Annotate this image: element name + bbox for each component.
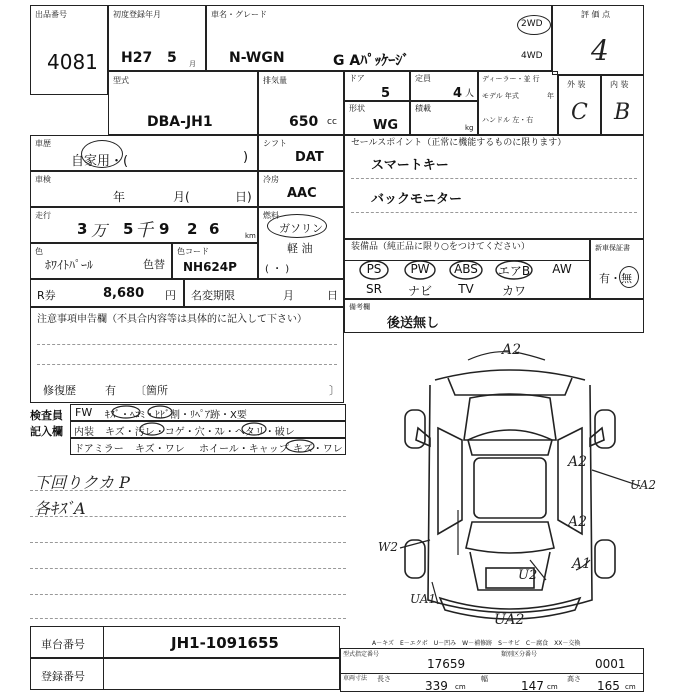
mileage-label: 走行: [35, 211, 51, 220]
damage-mark: U2: [518, 568, 538, 583]
drive-4wd: 4WD: [521, 51, 543, 61]
type-designation-label: 型式指定番号: [343, 651, 380, 658]
diagram-annotation-lines: [400, 352, 640, 604]
damage-mark: A2: [568, 514, 588, 530]
damage-mark: A2: [502, 342, 522, 358]
lot-number: 4081: [47, 50, 98, 74]
handwritten-note: 下回りクカ P: [34, 473, 130, 492]
damage-mark: UA1: [410, 592, 437, 606]
grade: G Aﾊﾟｯｹｰｼﾞ: [333, 53, 410, 69]
warranty-label: 新車保証書: [595, 244, 630, 252]
wheel-damage: キズ・ワレ: [293, 444, 343, 455]
inspection-year-unit: 年: [113, 190, 126, 204]
chassis-box: [30, 626, 340, 658]
inspection-month-unit: 月(: [173, 190, 190, 204]
type-designation-number: 17659: [427, 657, 466, 671]
damage-mark: A1: [572, 556, 592, 572]
chassis-label: 車台番号: [41, 638, 85, 651]
mileage-digit: 5: [123, 220, 134, 238]
ac: AAC: [287, 186, 317, 201]
dealer-label: ディーラー・並 行: [482, 75, 540, 83]
length-unit: cm: [455, 683, 466, 691]
damage-mark: UA2: [630, 478, 657, 492]
drive-2wd: 2WD: [521, 19, 543, 29]
interior-label: 内 装: [610, 80, 629, 89]
color-label: 色: [35, 247, 43, 256]
color-change-label: 色替: [143, 258, 165, 271]
interior-row-label: 内装: [74, 427, 94, 438]
length-label: 長さ: [377, 675, 391, 683]
mileage-unit-sen: 千: [135, 220, 153, 241]
sales-point: スマートキー: [371, 158, 449, 173]
width-unit: cm: [547, 683, 558, 691]
history-value: 自家用・(: [71, 154, 129, 169]
ac-label: 冷房: [263, 175, 279, 184]
fw-text: ｷｽﾞ・ﾍｺﾐ・ﾋﾋﾞ割・ﾘﾍﾟｱ跡・X要: [105, 410, 247, 421]
sales-label: セールスポイント（正常に機能するものに限ります）: [351, 138, 567, 148]
mileage-digit: 6: [209, 220, 220, 238]
fuel-alt: 軽 油: [287, 242, 313, 255]
displacement: 650: [289, 114, 319, 130]
name-change-month: 月: [283, 289, 294, 302]
door-label: ドア: [349, 74, 365, 83]
height-unit: cm: [625, 683, 636, 691]
mileage-km-unit: km: [245, 232, 256, 240]
capacity-unit: 人: [465, 89, 475, 99]
history-label: 車歴: [35, 139, 51, 148]
color-code: NH624P: [183, 260, 237, 274]
handwritten-note: 各ｷｽﾞA: [34, 499, 86, 518]
mileage-digit: 9: [159, 220, 170, 238]
notes-value: 後送無し: [387, 316, 440, 331]
chassis-divider: [103, 627, 104, 657]
recycle-amount: 8,680: [103, 286, 145, 301]
score: 4: [591, 34, 609, 67]
lot-number-label: 出品番号: [35, 10, 67, 19]
equip-navi: ナビ: [407, 284, 432, 298]
spec-hline: [341, 673, 643, 674]
handle-label: ハンドル 左・右: [482, 116, 534, 124]
inspection-label: 車検: [35, 175, 51, 184]
inspection-day-unit: 日): [235, 190, 252, 204]
mileage-unit-man: 万: [91, 221, 108, 240]
equip-aw: AW: [552, 262, 572, 276]
height-label: 高さ: [567, 675, 581, 683]
reg-month-unit: 月: [189, 60, 196, 68]
interior-grade: B: [614, 100, 631, 125]
inspector-label-bottom: 記入欄: [30, 425, 63, 438]
fuel-label: 燃料: [263, 211, 279, 220]
fuel-selected: ガソリン: [279, 222, 323, 235]
damage-mark: A2: [568, 454, 588, 470]
car-name: N-WGN: [229, 50, 285, 66]
damage-legend: A－キズ E－エクボ U－凹み W－補修跡 S－サビ C－腐食 XX－交換: [372, 640, 581, 647]
equipment-label: 装備品（純正品に限り○をつけてください）: [351, 242, 530, 252]
equip-abs: ABS: [454, 262, 478, 276]
fw-label: FW: [75, 406, 93, 419]
reg-number-box: [30, 658, 340, 690]
color-code-label: 色コード: [177, 247, 209, 256]
type-code: DBA-JH1: [147, 114, 213, 130]
mirror-damage: キズ・ワレ: [135, 444, 185, 455]
inspector-label-top: 検査員: [30, 409, 63, 422]
name-change-day: 日: [327, 289, 338, 302]
reg-month: 5: [167, 50, 177, 66]
repair-location: 〔箇所: [135, 384, 168, 397]
remarks-label: 注意事項申告欄（不具合内容等は具体的に記入して下さい）: [37, 314, 307, 325]
repair-value: 有: [105, 384, 116, 397]
reg-divider: [103, 659, 104, 689]
damage-mark: UA2: [494, 612, 525, 628]
chassis-number: JH1-1091655: [171, 634, 279, 652]
equip-leather: カワ: [501, 284, 526, 298]
damage-mark: W2: [378, 540, 398, 554]
exterior-label: 外 装: [567, 80, 586, 89]
width: 147: [521, 679, 544, 693]
equip-ps: PS: [366, 262, 382, 276]
repair-label: 修復歴: [43, 384, 76, 397]
equip-pw: PW: [410, 262, 430, 276]
shift-label: シフト: [263, 139, 287, 148]
shape: WG: [373, 118, 399, 133]
load-label: 積載: [415, 104, 431, 113]
wheel-label: ホイール・キャップ: [199, 444, 289, 455]
load-unit: kg: [465, 124, 474, 132]
displacement-label: 排気量: [263, 76, 287, 85]
name-change-label: 名変期限: [191, 289, 235, 302]
equip-tv: TV: [458, 282, 474, 296]
recycle-yen: 円: [165, 289, 176, 302]
warranty-value: 有・無: [599, 272, 632, 285]
repair-close: 〕: [329, 384, 340, 397]
sales-point: バックモニター: [371, 192, 463, 207]
class-number: 0001: [595, 657, 626, 671]
mirror-label: ドアミラー: [74, 444, 124, 455]
interior-row-text: キズ・汚レ・コゲ・穴・ｽﾚ・ヘタリ・破レ: [105, 427, 295, 438]
class-number-label: 類別区分番号: [501, 651, 538, 658]
car-outline: [405, 370, 615, 619]
history-close: ): [243, 150, 249, 165]
equip-sr: SR: [366, 282, 382, 296]
capacity-label: 定員: [415, 74, 431, 83]
mileage-digit: 2: [187, 220, 198, 238]
length: 339: [425, 679, 448, 693]
reg-year: H27: [121, 50, 153, 66]
model-year-label: モデル 年式: [482, 92, 519, 100]
model-year-unit: 年: [547, 92, 554, 100]
model-grade-label: 車名・グレード: [211, 10, 267, 19]
reg-date-label: 初度登録年月: [113, 10, 161, 19]
type-label: 型式: [113, 76, 129, 85]
fuel-paren: ( ・ ): [265, 264, 290, 275]
width-label: 幅: [481, 675, 488, 683]
exterior-grade: C: [571, 100, 588, 125]
reg-number-label: 登録番号: [41, 670, 85, 683]
notes-label: 備考欄: [349, 303, 370, 311]
shape-label: 形状: [349, 104, 365, 113]
recycle-label: R券: [37, 289, 56, 302]
spec-table: [340, 648, 644, 692]
mileage-digit: 3: [77, 220, 88, 238]
doors: 5: [381, 86, 391, 101]
shift: DAT: [295, 150, 324, 165]
equip-airbag: エアB: [497, 264, 531, 278]
score-label: 評 価 点: [581, 10, 611, 19]
color: ﾎﾜｲﾄﾊﾟｰﾙ: [45, 258, 94, 272]
dimensions-label: 車両寸法: [343, 675, 368, 682]
height: 165: [597, 679, 620, 693]
capacity: 4: [453, 86, 463, 101]
displacement-unit: cc: [327, 117, 337, 127]
